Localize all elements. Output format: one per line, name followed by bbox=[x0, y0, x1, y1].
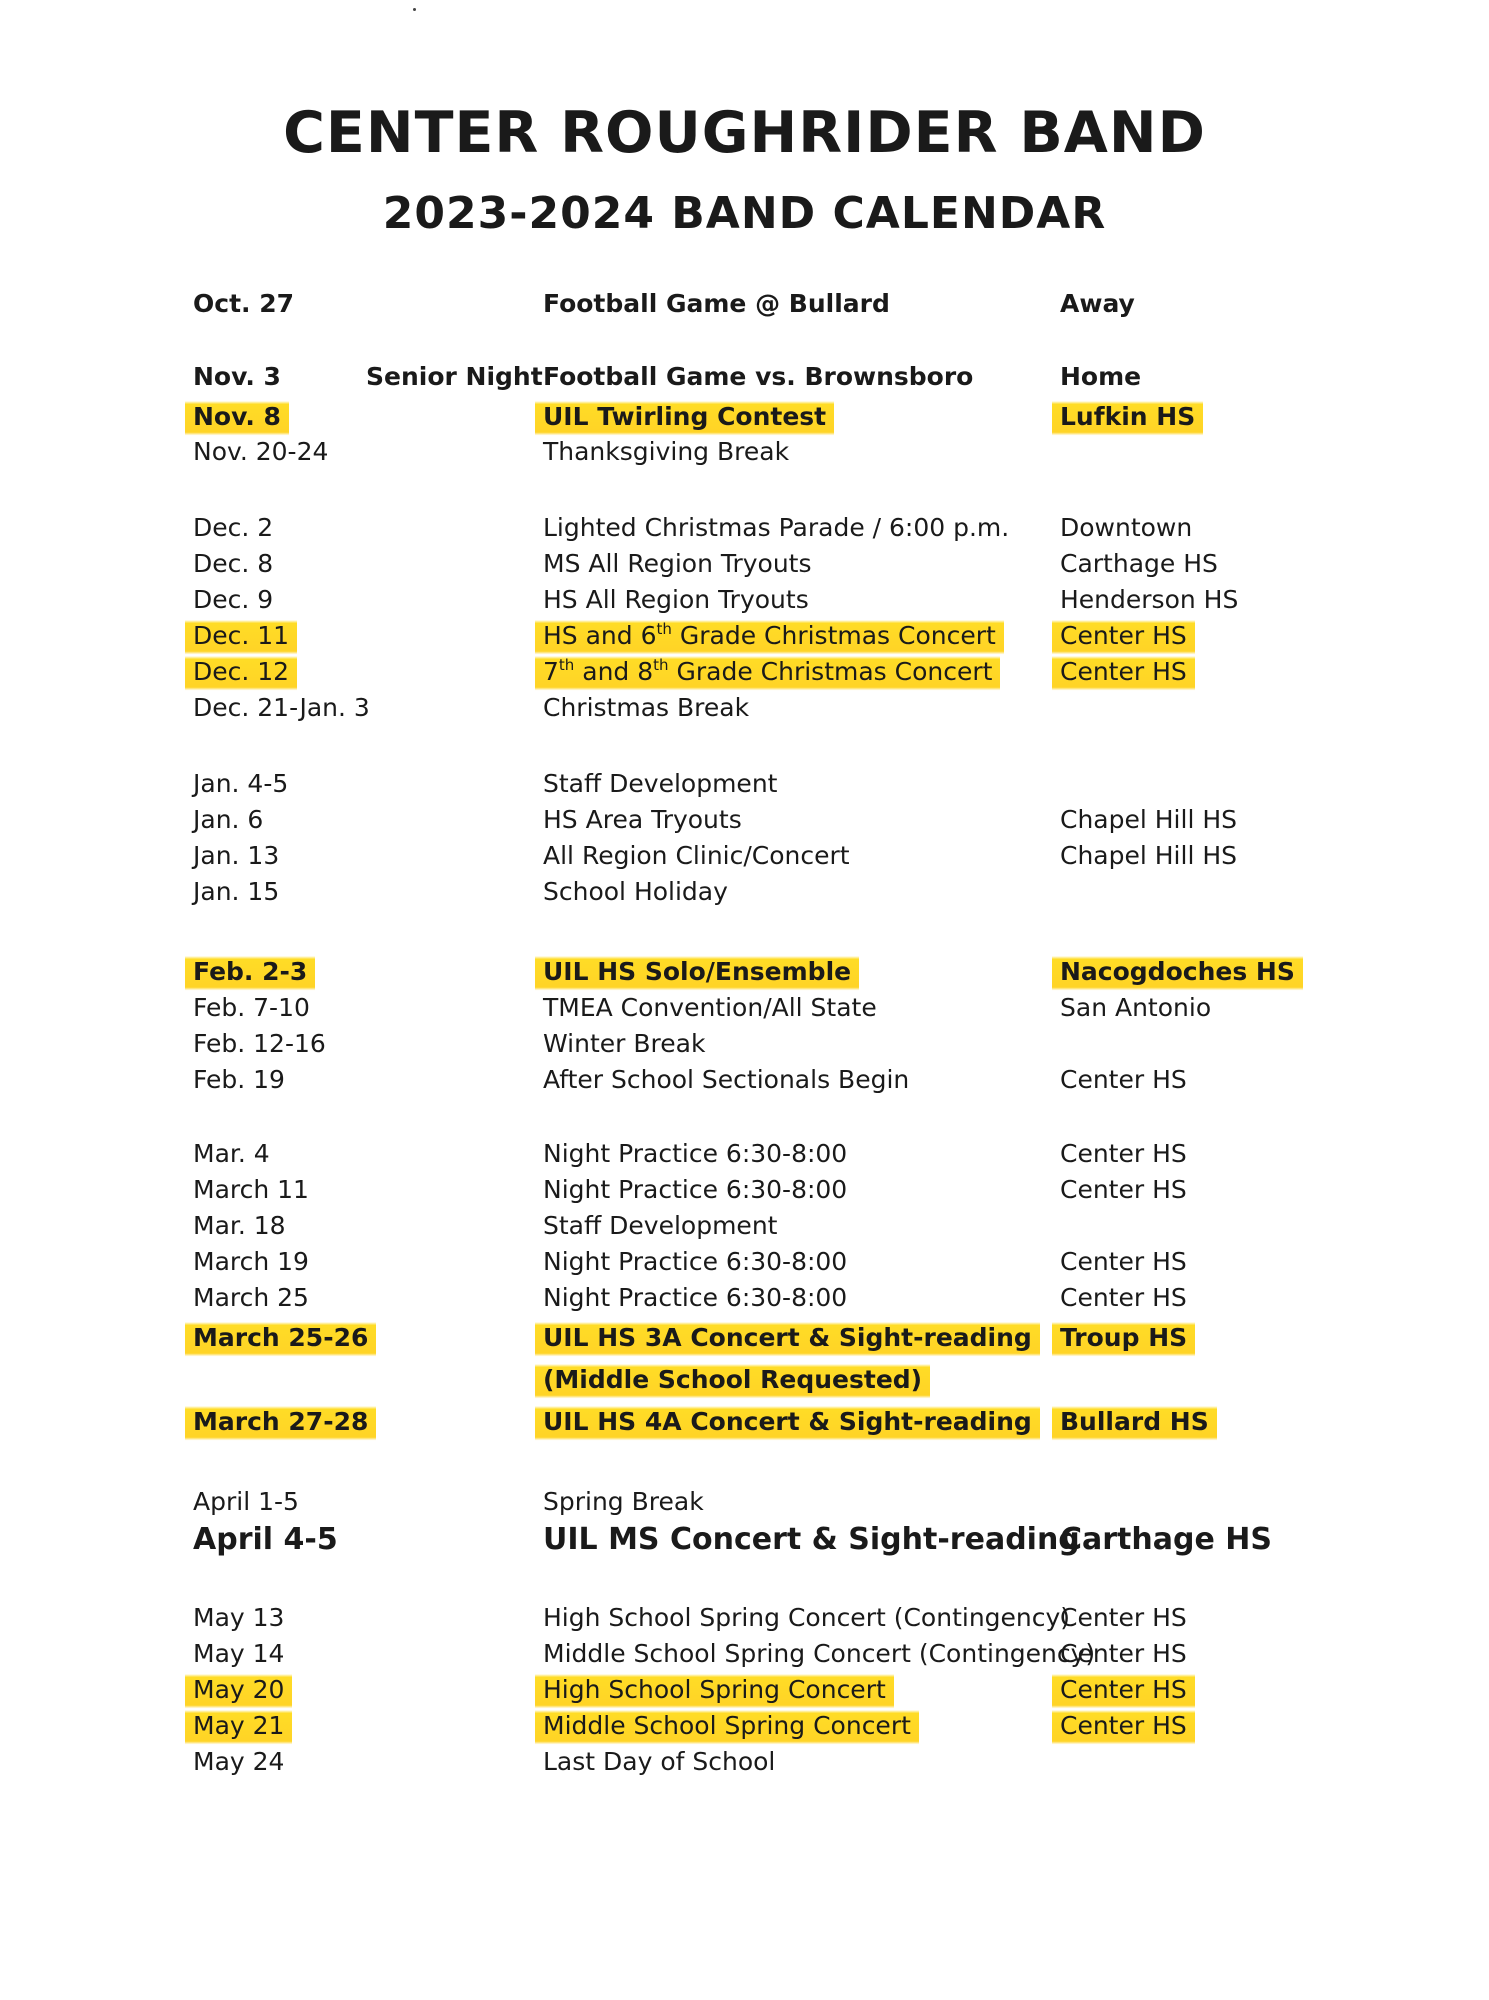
event-date: May 24 bbox=[193, 1747, 285, 1776]
calendar-row bbox=[0, 1360, 1489, 1400]
event-name: UIL HS 4A Concert & Sight-reading bbox=[535, 1402, 1040, 1442]
calendar-row bbox=[0, 1598, 1489, 1638]
calendar-row bbox=[0, 1024, 1489, 1064]
event-location: Downtown bbox=[1060, 513, 1193, 542]
calendar-row bbox=[0, 616, 1489, 656]
event-date: Feb. 19 bbox=[193, 1065, 285, 1094]
calendar-row bbox=[0, 800, 1489, 840]
page-title: CENTER ROUGHRIDER BAND bbox=[283, 100, 1206, 166]
event-location: Center HS bbox=[1060, 1139, 1187, 1168]
event-name: Night Practice 6:30-8:00 bbox=[543, 1283, 848, 1312]
event-date: May 21 bbox=[185, 1706, 292, 1746]
event-name: Night Practice 6:30-8:00 bbox=[543, 1247, 848, 1276]
event-location: Center HS bbox=[1060, 1247, 1187, 1276]
event-name: Football Game vs. Brownsboro bbox=[543, 362, 974, 391]
calendar-row bbox=[0, 284, 1489, 324]
event-date: Jan. 4-5 bbox=[193, 769, 289, 798]
event-location: San Antonio bbox=[1060, 993, 1212, 1022]
calendar-row bbox=[0, 1520, 1489, 1560]
event-date: Dec. 2 bbox=[193, 513, 274, 542]
calendar-row bbox=[0, 652, 1489, 692]
event-date: Dec. 8 bbox=[193, 549, 274, 578]
event-name: Winter Break bbox=[543, 1029, 706, 1058]
event-date: May 20 bbox=[185, 1670, 292, 1710]
event-date: March 27-28 bbox=[185, 1402, 376, 1442]
event-location: Henderson HS bbox=[1060, 585, 1239, 614]
event-location: Nacogdoches HS bbox=[1052, 952, 1303, 992]
calendar-row bbox=[0, 764, 1489, 804]
event-name: Thanksgiving Break bbox=[543, 437, 790, 466]
event-date: Jan. 6 bbox=[193, 805, 264, 834]
event-name: UIL HS Solo/Ensemble bbox=[535, 952, 859, 992]
calendar-row bbox=[0, 1318, 1489, 1358]
event-location: Chapel Hill HS bbox=[1060, 805, 1238, 834]
event-name: School Holiday bbox=[543, 877, 728, 906]
event-date: April 4-5 bbox=[193, 1522, 338, 1557]
event-name: Lighted Christmas Parade / 6:00 p.m. bbox=[543, 513, 1010, 542]
event-date: Dec. 21-Jan. 3 bbox=[193, 693, 370, 722]
event-name: After School Sectionals Begin bbox=[543, 1065, 910, 1094]
calendar-row bbox=[0, 397, 1489, 437]
calendar-row bbox=[0, 952, 1489, 992]
event-date: Jan. 15 bbox=[193, 877, 280, 906]
event-name: Night Practice 6:30-8:00 bbox=[543, 1175, 848, 1204]
event-name: UIL Twirling Contest bbox=[535, 397, 834, 437]
event-date: Mar. 4 bbox=[193, 1139, 270, 1168]
event-name: (Middle School Requested) bbox=[535, 1360, 930, 1400]
event-date: Dec. 11 bbox=[185, 616, 297, 656]
event-date: March 25 bbox=[193, 1283, 309, 1312]
calendar-row bbox=[0, 432, 1489, 472]
event-date: Oct. 27 bbox=[193, 289, 295, 318]
calendar-row bbox=[0, 1402, 1489, 1442]
event-name: UIL HS 3A Concert & Sight-reading bbox=[535, 1318, 1040, 1358]
event-name: MS All Region Tryouts bbox=[543, 549, 812, 578]
event-name: Football Game @ Bullard bbox=[543, 289, 890, 318]
event-name: UIL MS Concert & Sight-reading bbox=[543, 1522, 1080, 1557]
event-name: HS and 6th Grade Christmas Concert bbox=[535, 616, 1004, 656]
event-date: Nov. 3 bbox=[193, 362, 281, 391]
event-date: Dec. 9 bbox=[193, 585, 274, 614]
event-name: Night Practice 6:30-8:00 bbox=[543, 1139, 848, 1168]
event-location: Center HS bbox=[1060, 1065, 1187, 1094]
event-location: Center HS bbox=[1052, 652, 1195, 692]
event-date: Feb. 2-3 bbox=[185, 952, 315, 992]
calendar-row bbox=[0, 1670, 1489, 1710]
event-date: March 25-26 bbox=[185, 1318, 376, 1358]
event-location: Carthage HS bbox=[1060, 549, 1218, 578]
calendar-row bbox=[0, 1742, 1489, 1782]
event-location: Bullard HS bbox=[1052, 1402, 1217, 1442]
calendar-row bbox=[0, 1278, 1489, 1318]
event-date: Dec. 12 bbox=[185, 652, 297, 692]
calendar-row bbox=[0, 688, 1489, 728]
event-name: HS Area Tryouts bbox=[543, 805, 742, 834]
calendar-row bbox=[0, 1634, 1489, 1674]
event-name: HS All Region Tryouts bbox=[543, 585, 809, 614]
calendar-row bbox=[0, 1134, 1489, 1174]
calendar-row bbox=[0, 1206, 1489, 1246]
event-name: Spring Break bbox=[543, 1487, 704, 1516]
event-date: May 14 bbox=[193, 1639, 285, 1668]
event-date: Feb. 7-10 bbox=[193, 993, 310, 1022]
event-location: Center HS bbox=[1060, 1175, 1187, 1204]
event-date: April 1-5 bbox=[193, 1487, 299, 1516]
calendar-row bbox=[0, 508, 1489, 548]
event-location: Home bbox=[1060, 362, 1142, 391]
calendar-row bbox=[0, 1482, 1489, 1522]
calendar-row bbox=[0, 544, 1489, 584]
event-name: Last Day of School bbox=[543, 1747, 776, 1776]
event-name: High School Spring Concert bbox=[535, 1670, 894, 1710]
calendar-row bbox=[0, 580, 1489, 620]
event-name: 7th and 8th Grade Christmas Concert bbox=[535, 652, 1000, 692]
event-location: Chapel Hill HS bbox=[1060, 841, 1238, 870]
event-date: Feb. 12-16 bbox=[193, 1029, 326, 1058]
event-name: Staff Development bbox=[543, 1211, 778, 1240]
event-location: Away bbox=[1060, 289, 1135, 318]
calendar-row bbox=[0, 1242, 1489, 1282]
event-location: Center HS bbox=[1052, 616, 1195, 656]
calendar-row bbox=[0, 1060, 1489, 1100]
event-location: Troup HS bbox=[1052, 1318, 1195, 1358]
event-location: Center HS bbox=[1060, 1639, 1187, 1668]
event-location: Center HS bbox=[1052, 1706, 1195, 1746]
event-name: Christmas Break bbox=[543, 693, 750, 722]
event-date: Mar. 18 bbox=[193, 1211, 286, 1240]
event-location: Lufkin HS bbox=[1052, 397, 1203, 437]
calendar-row bbox=[0, 1170, 1489, 1210]
calendar-row bbox=[0, 836, 1489, 876]
event-name: TMEA Convention/All State bbox=[543, 993, 877, 1022]
calendar-row bbox=[0, 872, 1489, 912]
event-location: Center HS bbox=[1060, 1283, 1187, 1312]
event-name: Staff Development bbox=[543, 769, 778, 798]
calendar-row bbox=[0, 988, 1489, 1028]
event-name: Middle School Spring Concert bbox=[535, 1706, 919, 1746]
speck bbox=[413, 8, 416, 11]
event-location: Center HS bbox=[1052, 1670, 1195, 1710]
event-name: Middle School Spring Concert (Contingency) bbox=[543, 1639, 1096, 1668]
event-name: High School Spring Concert (Contingency) bbox=[543, 1603, 1071, 1632]
event-location: Carthage HS bbox=[1060, 1522, 1272, 1557]
event-date: Nov. 20-24 bbox=[193, 437, 329, 466]
page-subtitle: 2023-2024 BAND CALENDAR bbox=[382, 188, 1107, 239]
calendar-row bbox=[0, 1706, 1489, 1746]
event-name: All Region Clinic/Concert bbox=[543, 841, 850, 870]
event-location: Center HS bbox=[1060, 1603, 1187, 1632]
event-date: March 19 bbox=[193, 1247, 309, 1276]
event-date: May 13 bbox=[193, 1603, 285, 1632]
event-note: Senior Night bbox=[366, 362, 543, 391]
event-date: Nov. 8 bbox=[185, 397, 289, 437]
event-date: Jan. 13 bbox=[193, 841, 280, 870]
event-date: March 11 bbox=[193, 1175, 309, 1204]
calendar-row bbox=[0, 357, 1489, 397]
